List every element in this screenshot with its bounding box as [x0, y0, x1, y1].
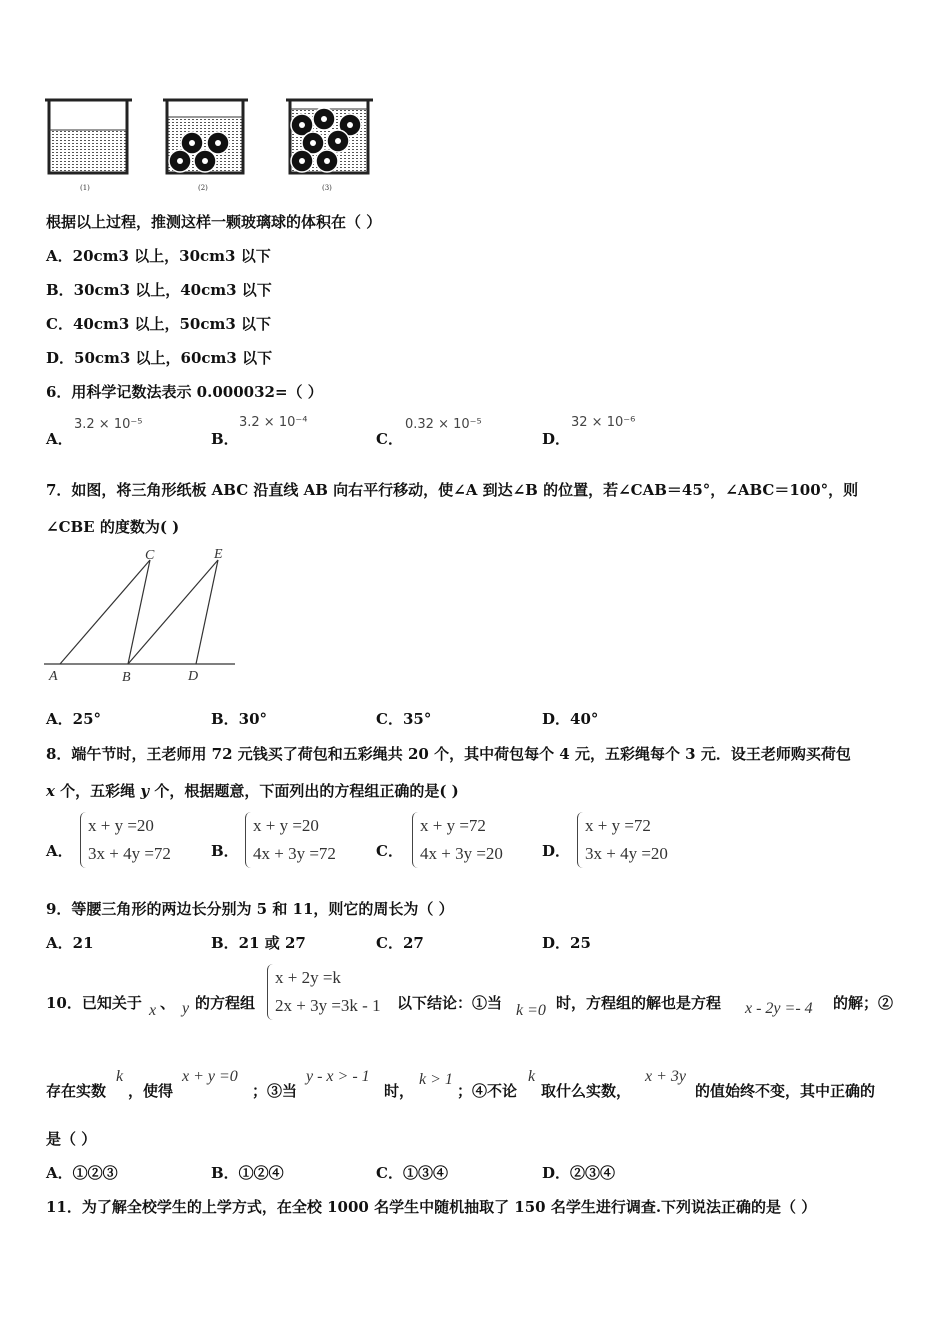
q5-option-d: D．50cm3 以上，60cm3 以下: [46, 349, 273, 367]
q7-option-b: B．30°: [211, 710, 268, 728]
q5-option-c: C．40cm3 以上，50cm3 以下: [46, 315, 272, 333]
q7-stem-line2: ∠CBE 的度数为( ): [46, 518, 180, 536]
q8-system-d: x + y =72 3x + 4y =20: [577, 812, 668, 868]
q10-sep: 、: [160, 994, 176, 1012]
q10-eq1: x - 2y =- 4: [745, 1000, 813, 1017]
q10-text-13: 是（ ）: [46, 1130, 97, 1148]
q10-var-x: x: [149, 1002, 157, 1019]
label-e: E: [214, 547, 223, 562]
q7-option-a: A．25°: [46, 710, 102, 728]
q9-option-c: C．27: [376, 934, 424, 952]
q10-k2: k: [528, 1068, 536, 1085]
q10-option-c: C．①③④: [376, 1164, 448, 1182]
beaker-3: [286, 100, 373, 173]
q10-text-5: 的解；②: [833, 994, 894, 1012]
q8-stem-line1: 8．端午节时，王老师用 72 元钱买了荷包和五彩绳共 20 个，其中荷包每个 4 元，五彩绳每个 3 元．设王老师购买荷包: [46, 745, 851, 763]
beaker-label-3: (3): [322, 184, 332, 192]
q8-label-d: D．: [542, 842, 571, 860]
q6-value-d: 32 × 10⁻⁶: [571, 415, 636, 430]
q10-option-b: B．①②④: [211, 1164, 284, 1182]
q9-option-d: D．25: [542, 934, 591, 952]
beaker-label-2: (2): [198, 184, 208, 192]
q6-label-d: D．: [542, 430, 571, 448]
q10-text-11: 取什么实数，: [541, 1082, 632, 1100]
q6-label-b: B．: [211, 430, 239, 448]
q11-stem: 11．为了解全校学生的上学方式，在全校 1000 名学生中随机抽取了 150 名学生进行调查.下列说法正确的是（ ）: [46, 1198, 817, 1216]
q10-eq5: x + 3y: [645, 1068, 686, 1085]
label-d: D: [188, 669, 199, 684]
q8-system-b: x + y =20 4x + 3y =72: [245, 812, 336, 868]
q10-eq2: x + y =0: [182, 1068, 238, 1085]
q10-option-d: D．②③④: [542, 1164, 616, 1182]
q8-label-c: C．: [376, 842, 403, 860]
q8-system-a: x + y =20 3x + 4y =72: [80, 812, 171, 868]
q8-var-y: y: [140, 782, 150, 800]
beaker-label-1: (1): [80, 184, 90, 192]
beaker-figure: [40, 95, 380, 195]
q10-eq3: y - x > - 1: [306, 1068, 370, 1085]
q10-k1: k: [116, 1068, 124, 1085]
q10-text-2: 的方程组: [195, 994, 256, 1012]
q8-var-x: x: [46, 782, 55, 800]
q7-stem-line1: 7．如图，将三角形纸板 ABC 沿直线 AB 向右平行移动，使∠A 到达∠B 的位置，若∠CAB＝45°，∠ABC＝100°，则: [46, 481, 859, 499]
q7-option-d: D．40°: [542, 710, 599, 728]
q10-text-10: ；④不论: [457, 1082, 518, 1100]
triangle-figure: [40, 540, 240, 690]
q10-text-4: 时，方程组的解也是方程: [556, 994, 722, 1012]
beaker-2: [163, 100, 248, 173]
q6-label-c: C．: [376, 430, 403, 448]
q10-system: x + 2y =k 2x + 3y =3k - 1: [267, 964, 381, 1020]
label-c: C: [145, 548, 155, 563]
q8-label-b: B．: [211, 842, 239, 860]
q10-text-1: 10．已知关于: [46, 994, 142, 1012]
q10-text-12: 的值始终不变，其中正确的: [695, 1082, 876, 1100]
q10-option-a: A．①②③: [46, 1164, 118, 1182]
label-a: A: [49, 669, 58, 684]
q5-option-a: A．20cm3 以上，30cm3 以下: [46, 247, 271, 265]
q6-value-c: 0.32 × 10⁻⁵: [405, 417, 482, 432]
beaker-1: [45, 100, 132, 173]
q8-system-c: x + y =72 4x + 3y =20: [412, 812, 503, 868]
q10-text-3: 以下结论：①当: [397, 994, 503, 1012]
q5-option-b: B．30cm3 以上，40cm3 以下: [46, 281, 272, 299]
q6-label-a: A．: [46, 430, 73, 448]
label-b: B: [122, 670, 131, 685]
q8-stem-line2: x 个，五彩绳 y 个，根据题意，下面列出的方程组正确的是( ): [46, 782, 459, 800]
q9-option-b: B．21 或 27: [211, 934, 306, 952]
q10-text-7: ，使得: [128, 1082, 174, 1100]
q9-option-a: A．21: [46, 934, 94, 952]
q5-stem: 根据以上过程，推测这样一颗玻璃球的体积在（ ）: [46, 213, 382, 231]
q10-var-y: y: [182, 1000, 190, 1017]
q10-text-8: ；③当: [252, 1082, 298, 1100]
q9-stem: 9．等腰三角形的两边长分别为 5 和 11，则它的周长为（ ）: [46, 900, 454, 918]
q8-label-a: A．: [46, 842, 73, 860]
q10-text-9: 时，: [384, 1082, 415, 1100]
q10-text-6: 存在实数: [46, 1082, 107, 1100]
q10-eq4: k > 1: [419, 1071, 453, 1088]
q6-value-b: 3.2 × 10⁻⁴: [239, 415, 308, 430]
q10-k-eq0: k =0: [516, 1002, 546, 1019]
q6-stem: 6．用科学记数法表示 0.000032=（ ）: [46, 383, 323, 401]
q7-option-c: C．35°: [376, 710, 432, 728]
q6-value-a: 3.2 × 10⁻⁵: [74, 417, 143, 432]
